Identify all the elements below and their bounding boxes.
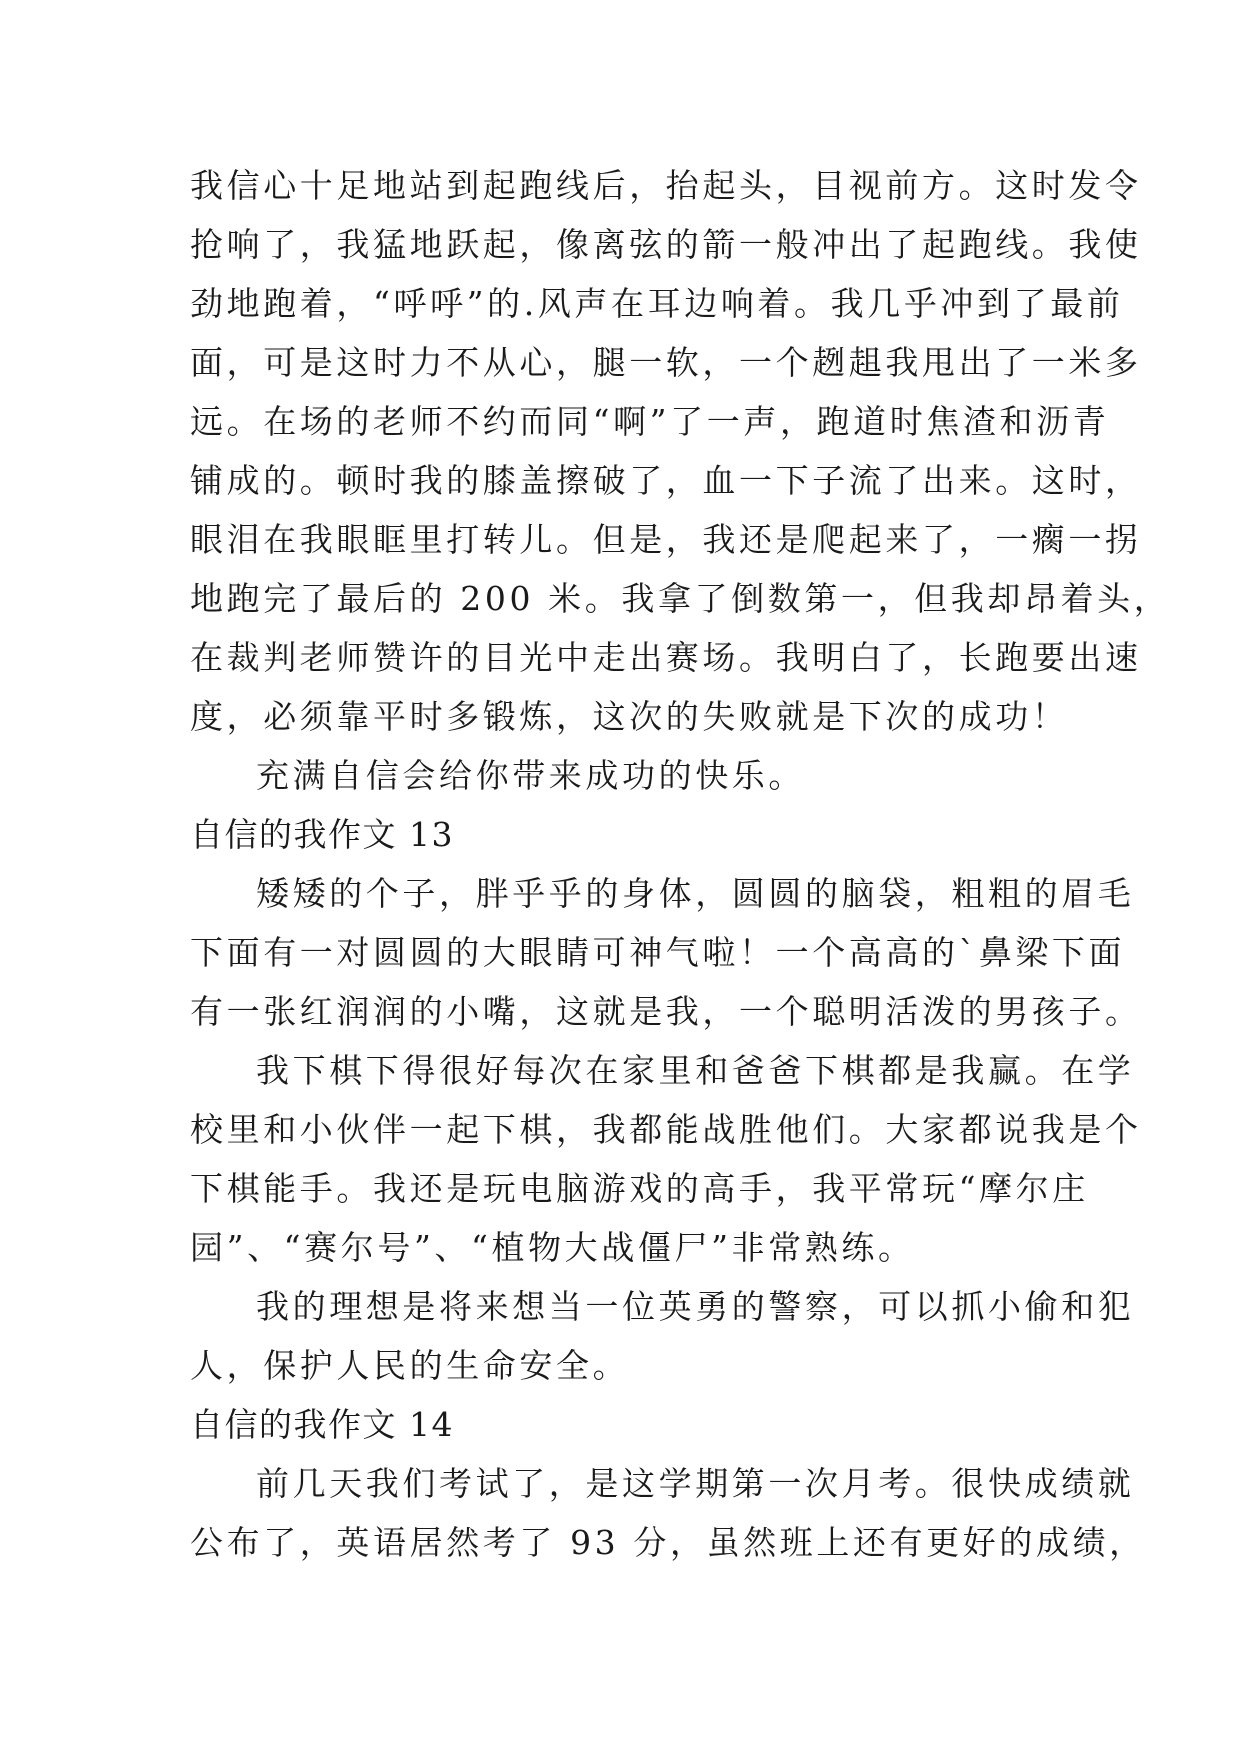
text-line: 有一张红润润的小嘴，这就是我，一个聪明活泼的男孩子。 [190,992,1142,1031]
section-heading: 自信的我作文 13 [190,815,454,854]
text-line: 远。在场的老师不约而同“啊”了一声，跑道时焦渣和沥青 [190,402,1110,441]
text-line: 抢响了，我猛地跃起，像离弦的箭一般冲出了起跑线。我使 [190,225,1142,264]
text-line: 度，必须靠平时多锻炼，这次的失败就是下次的成功！ [190,697,1069,736]
text-line: 前几天我们考试了，是这学期第一次月考。很快成绩就 [256,1464,1135,1503]
text-line: 劲地跑着，“呼呼”的.风声在耳边响着。我几乎冲到了最前 [190,284,1124,323]
text-line: 铺成的。顿时我的膝盖擦破了，血一下子流了出来。这时， [190,461,1142,500]
text-line: 校里和小伙伴一起下棋，我都能战胜他们。大家都说我是个 [190,1110,1142,1149]
text-line: 我的理想是将来想当一位英勇的警察，可以抓小偷和犯 [256,1287,1135,1326]
text-line: 眼泪在我眼眶里打转儿。但是，我还是爬起来了，一瘸一拐 [190,520,1142,559]
text-line: 公布了，英语居然考了 93 分，虽然班上还有更好的成绩， [190,1523,1146,1562]
text-line: 我信心十足地站到起跑线后，抬起头，目视前方。这时发令 [190,166,1142,205]
text-line: 园”、“赛尔号”、“植物大战僵尸”非常熟练。 [190,1228,915,1267]
text-line: 在裁判老师赞许的目光中走出赛场。我明白了，长跑要出速 [190,638,1142,677]
text-line: 我下棋下得很好每次在家里和爸爸下棋都是我赢。在学 [256,1051,1135,1090]
text-line: 下面有一对圆圆的大眼睛可神气啦！一个高高的`鼻梁下面 [190,933,1126,972]
text-line: 地跑完了最后的 200 米。我拿了倒数第一，但我却昂着头， [190,579,1171,618]
text-line: 下棋能手。我还是玩电脑游戏的高手，我平常玩“摩尔庄 [190,1169,1089,1208]
text-line: 充满自信会给你带来成功的快乐。 [256,756,805,795]
section-heading: 自信的我作文 14 [190,1405,454,1444]
text-line: 人，保护人民的生命安全。 [190,1346,630,1385]
text-line: 面，可是这时力不从心，腿一软，一个趔趄我甩出了一米多 [190,343,1142,382]
text-line: 矮矮的个子，胖乎乎的身体，圆圆的脑袋，粗粗的眉毛 [256,874,1135,913]
